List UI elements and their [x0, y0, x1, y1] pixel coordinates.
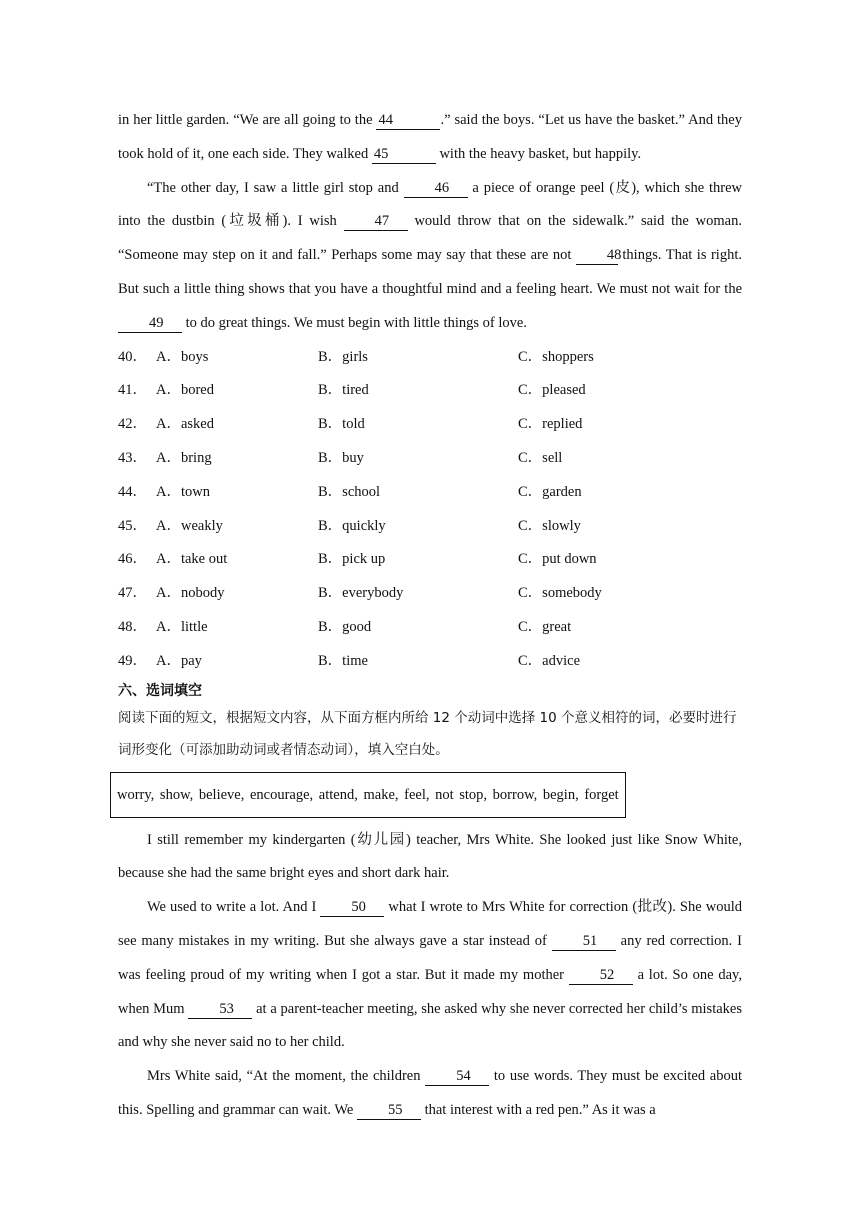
question-number: 45．	[118, 517, 147, 534]
passage-text: .” said the boys. “Let us have the basket.” And they took hold of it, one each side. They walked	[118, 112, 742, 162]
option-b: B．told	[318, 416, 365, 433]
question-row	[118, 341, 742, 375]
option-a: A．take out	[156, 551, 228, 568]
question-number: 44．	[118, 483, 147, 500]
option-b: B．pick up	[318, 551, 386, 568]
question-row	[118, 611, 742, 645]
options-list	[118, 341, 742, 679]
question-row	[118, 510, 742, 544]
passage-paragraph	[118, 172, 742, 341]
passage-text: at a parent-teacher meeting, she asked why she never corrected her child’s mistakes and why she never said no to her child.	[118, 1000, 742, 1051]
option-a: A．nobody	[156, 585, 225, 602]
option-c: C．great	[518, 618, 572, 635]
blank-49: 49	[118, 314, 182, 333]
document-page	[118, 104, 742, 1128]
question-number: 42．	[118, 416, 147, 433]
question-number: 41．	[118, 382, 147, 399]
passage-text: that interest with a red pen.” As it was a	[420, 1101, 656, 1118]
option-c: C．put down	[518, 551, 597, 568]
passage-paragraph	[118, 104, 742, 172]
passage-text: We used to write a lot. And I	[147, 899, 321, 916]
question-number: 47．	[118, 585, 147, 602]
option-b: B．school	[318, 483, 381, 500]
passage-text: “The other day, I saw a little girl stop and	[147, 179, 404, 196]
option-c: C．garden	[518, 483, 582, 500]
option-b: B．time	[318, 652, 368, 669]
passage-text: a lot. So one day, when Mum	[118, 966, 742, 1017]
option-a: A．asked	[156, 416, 214, 433]
passage-text: in her little garden. “We are all going to the	[118, 112, 377, 128]
option-a: A．little	[156, 618, 208, 635]
option-b: B．tired	[318, 382, 369, 399]
blank-55: 55	[357, 1101, 421, 1120]
blank-54: 54	[425, 1067, 489, 1086]
question-number: 48．	[118, 618, 147, 635]
question-row	[118, 442, 742, 476]
passage-text: any red correction. I was feeling proud of my writing when I got a star. But it made my mother	[118, 932, 742, 983]
passage-paragraph: I still remember my kindergarten (幼儿园) teacher, Mrs White. She looked just like Snow White, because she had the same bright eyes and short dark hair.	[118, 831, 742, 882]
passage-text: to do great things. We must begin with little things of love.	[182, 314, 527, 331]
passage-text: Mrs White said, “At the moment, the children	[147, 1068, 426, 1085]
option-c: C．advice	[518, 652, 581, 669]
blank-45: 45	[372, 145, 436, 164]
option-a: A．weakly	[156, 517, 223, 534]
blank-46: 46	[404, 179, 468, 198]
question-row	[118, 374, 742, 408]
section-title: 六、选词填空	[118, 682, 202, 699]
blank-52: 52	[569, 966, 633, 985]
option-b: B．quickly	[318, 517, 386, 534]
option-a: A．town	[156, 483, 210, 500]
option-a: A．pay	[156, 652, 202, 669]
question-row	[118, 577, 742, 611]
question-row	[118, 476, 742, 510]
option-c: C．somebody	[518, 585, 602, 602]
option-a: A．boys	[156, 348, 209, 365]
question-row	[118, 543, 742, 577]
blank-47: 47	[344, 212, 408, 231]
question-number: 40．	[118, 348, 147, 365]
passage-text: with the heavy basket, but happily.	[435, 145, 642, 162]
blank-51: 51	[552, 932, 616, 951]
option-c: C．sell	[518, 449, 563, 466]
passage-text: things. That is right. But such a little thing shows that you have a thoughtful mind and a feeling heart. We must not wait for the	[118, 247, 742, 297]
section-instruction: 阅读下面的短文，根据短文内容，从下面方框内所给 12 个动词中选择 10 个意义相符的词，必要时进行词形变化（可添加助动词或者情态动词），填入空白处。	[118, 709, 737, 758]
option-a: A．bored	[156, 382, 214, 399]
question-number: 46．	[118, 551, 147, 568]
option-c: C．pleased	[518, 382, 586, 399]
passage-text: a piece of orange peel (皮), which she threw into the dustbin (垃圾桶). I wish	[118, 179, 742, 230]
option-c: C．replied	[518, 416, 583, 433]
blank-48: 48	[576, 246, 618, 265]
option-b: B．buy	[318, 449, 364, 466]
question-number: 49．	[118, 652, 147, 669]
blank-50: 50	[320, 898, 384, 917]
passage-text: to use words. They must be excited about this. Spelling and grammar can wait. We	[118, 1068, 742, 1118]
passage-paragraph	[118, 1060, 742, 1128]
blank-53: 53	[188, 1000, 252, 1019]
option-a: A．bring	[156, 449, 212, 466]
passage-paragraph	[118, 891, 742, 1060]
question-row	[118, 645, 742, 679]
passage-text: would throw that on the sidewalk.” said the woman. “Someone may step on it and fall.” Perhaps some may say that these are not	[118, 213, 742, 264]
option-c: C．shoppers	[518, 348, 594, 365]
option-b: B．good	[318, 618, 372, 635]
blank-44: 44	[376, 111, 440, 130]
passage-text: what I wrote to Mrs White for correction (批改). She would see many mistakes in my writing. But she always gave a star instead of	[118, 899, 742, 949]
option-c: C．slowly	[518, 517, 581, 534]
question-row	[118, 408, 742, 442]
question-number: 43．	[118, 449, 147, 466]
word-box: worry, show, believe, encourage, attend, make, feel, not stop, borrow, begin, forget	[110, 772, 626, 818]
option-b: B．everybody	[318, 585, 404, 602]
option-b: B．girls	[318, 348, 368, 365]
